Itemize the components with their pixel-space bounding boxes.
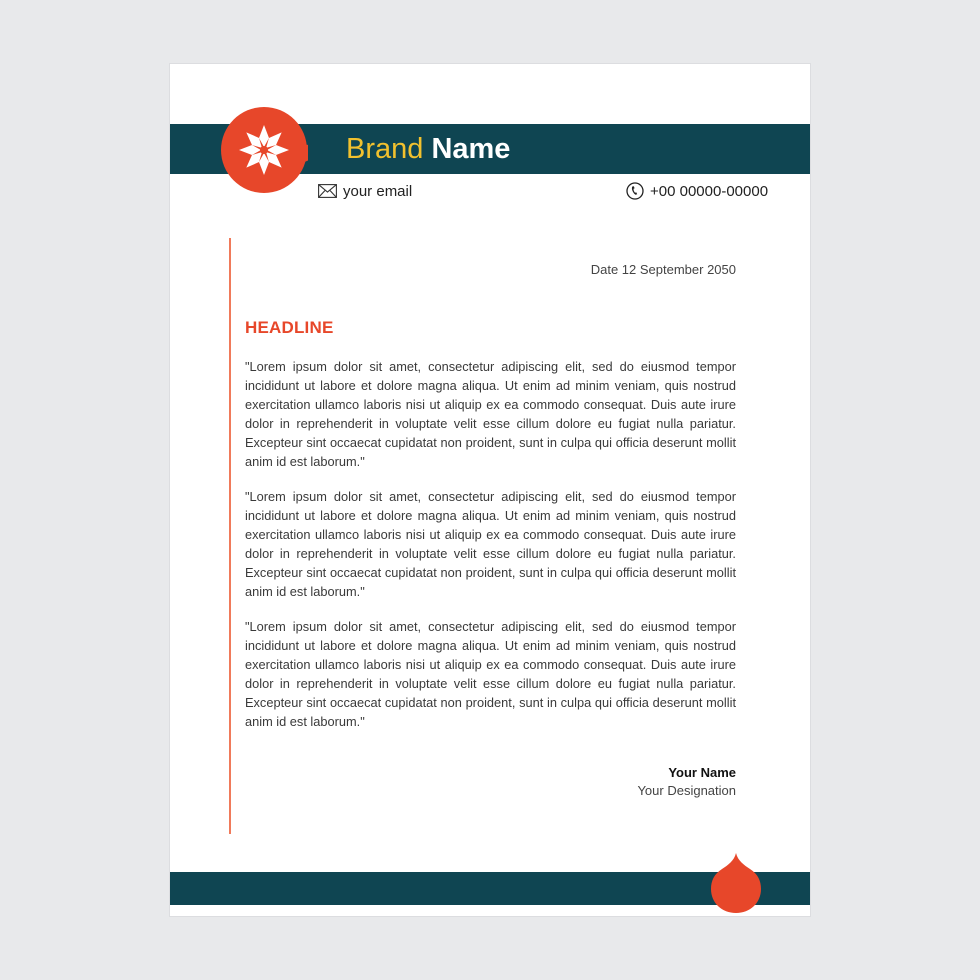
body-paragraph: "Lorem ipsum dolor sit amet, consectetur adipiscing elit, sed do eiusmod tempor incididunt ut labore et dolore magna aliqua. Ut enim ad minim veniam, quis nostrud exercitation ullamco laboris nisi ut aliquip ex ea commodo consequat. Duis aute irure dolor in reprehenderit in voluptate velit esse cillum dolore eu fugiat nulla pariatur. Excepteur sint occaecat cupidatat non proident, sunt in culpa qui officia deserunt mollit anim id est laborum." — [245, 619, 736, 729]
email-text: your email — [343, 182, 413, 200]
contact-phone — [626, 181, 768, 201]
signature-name: Your Name — [668, 765, 736, 780]
body-paragraph: "Lorem ipsum dolor sit amet, consectetur adipiscing elit, sed do eiusmod tempor incididunt ut labore et dolore magna aliqua. Ut enim ad minim veniam, quis nostrud exercitation ullamco laboris nisi ut aliquip ex ea commodo consequat. Duis aute irure dolor in reprehenderit in voluptate velit esse cillum dolore eu fugiat nulla pariatur. Excepteur sint occaecat cupidatat non proident, sunt in culpa qui officia deserunt mollit anim id est laborum." — [245, 359, 736, 469]
brand-name — [346, 132, 510, 166]
brand-name-part1: Brand — [346, 133, 424, 165]
footer-drop-ornament — [710, 851, 762, 915]
contact-email — [318, 181, 412, 201]
body-paragraph: "Lorem ipsum dolor sit amet, consectetur adipiscing elit, sed do eiusmod tempor incididunt ut labore et dolore magna aliqua. Ut enim ad minim veniam, quis nostrud exercitation ullamco laboris nisi ut aliquip ex ea commodo consequat. Duis aute irure dolor in reprehenderit in voluptate velit esse cillum dolore eu fugiat nulla pariatur. Excepteur sint occaecat cupidatat non proident, sunt in culpa qui officia deserunt mollit anim id est laborum." — [245, 489, 736, 599]
logo-badge — [220, 106, 308, 194]
headline: HEADLINE — [245, 318, 334, 337]
snowflake-star-icon — [239, 125, 289, 175]
phone-icon — [626, 182, 644, 200]
envelope-icon — [318, 184, 337, 198]
letter-date: Date 12 September 2050 — [590, 262, 736, 277]
letterhead-page — [170, 64, 810, 916]
brand-name-part2: Name — [431, 133, 511, 165]
signature-designation: Your Designation — [637, 783, 736, 798]
margin-rule — [229, 238, 231, 834]
phone-text: +00 00000-00000 — [650, 182, 769, 200]
